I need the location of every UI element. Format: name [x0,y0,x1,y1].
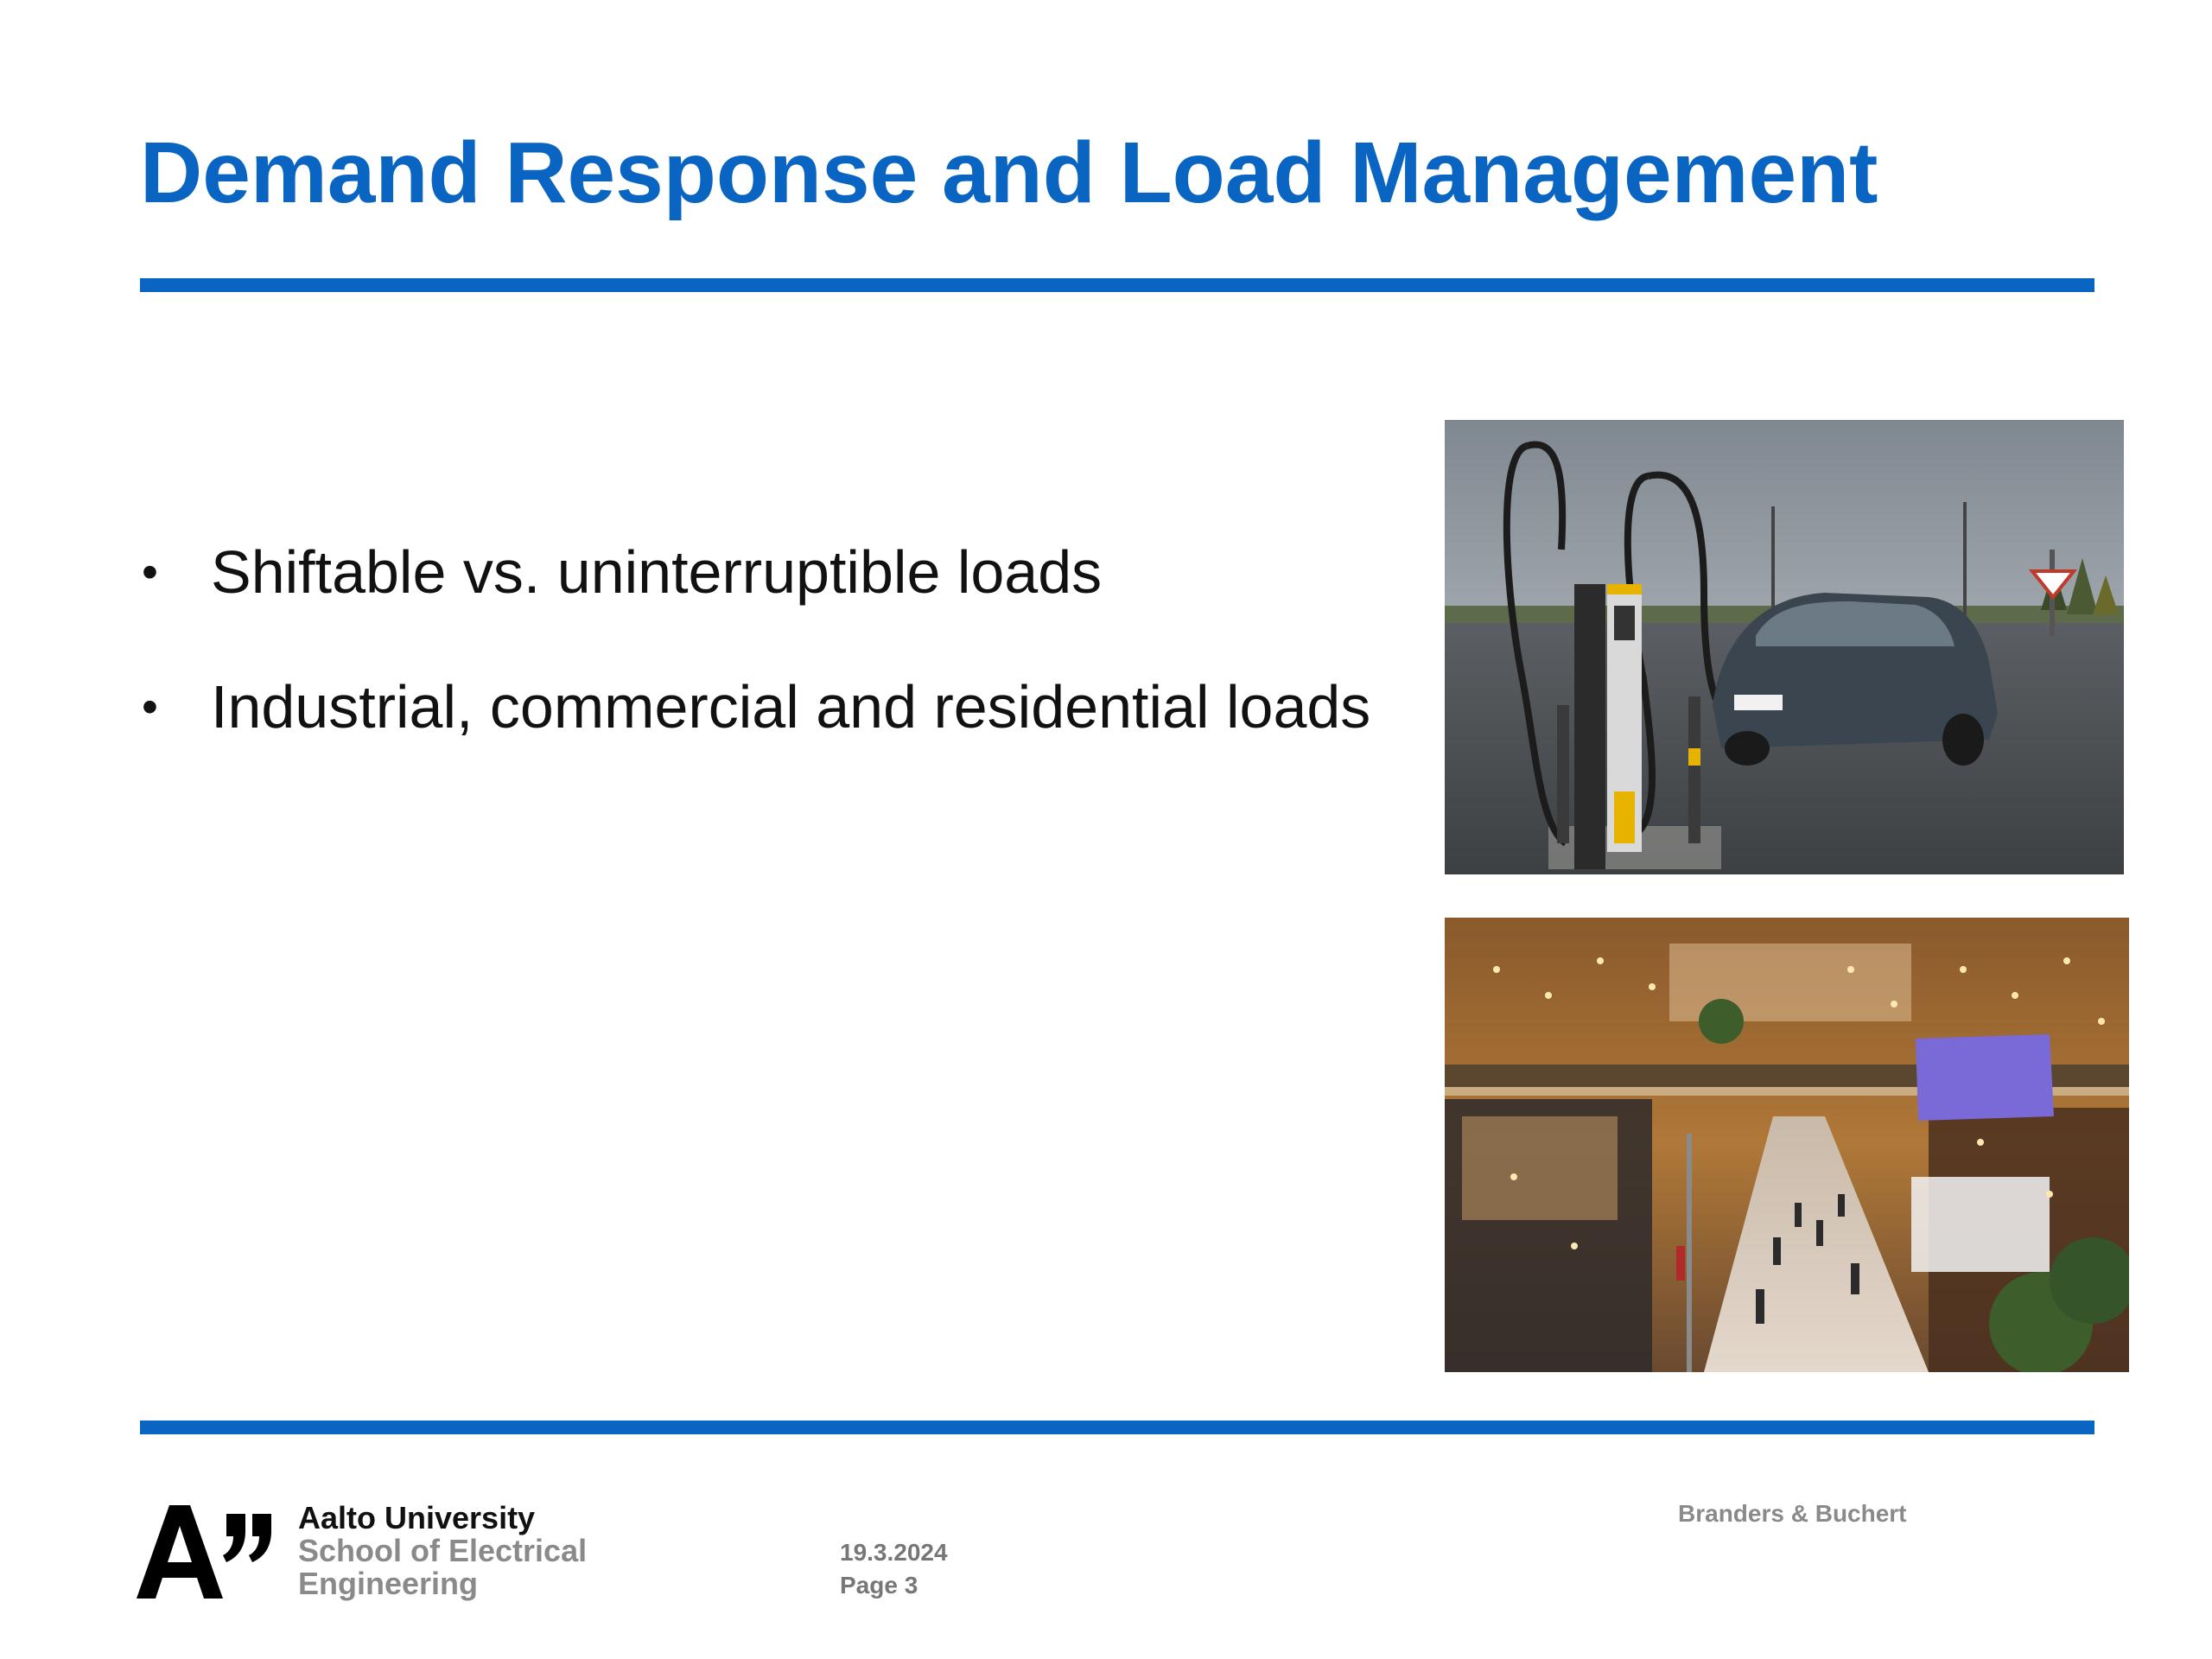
title-divider [140,278,2094,292]
bullet-item [140,671,1370,743]
slide-date: 19.3.2024 [840,1539,948,1566]
university-name: Aalto University [298,1500,536,1535]
school-name-line2: Engineering [298,1566,479,1601]
bullet-list [140,536,1370,805]
slide-title: Demand Response and Load Management [140,124,1878,221]
bullet-dot: • [142,681,158,733]
bullet-text: Industrial, commercial and residential loads [211,673,1371,741]
slide-meta [840,1536,948,1602]
page-number: Page 3 [840,1572,918,1599]
ev-charger-photo [1445,420,2124,874]
bullet-item [140,536,1370,608]
school-name-line1: School of Electrical [298,1533,588,1568]
shopping-mall-image [1445,918,2129,1372]
ev-charger-image [1445,420,2124,874]
aalto-logo-icon [137,1505,275,1599]
bullet-text: Shiftable vs. uninterruptible loads [211,538,1103,606]
bullet-dot: • [142,546,158,598]
footer-divider [140,1421,2094,1434]
shopping-mall-photo [1445,918,2129,1372]
university-block [298,1502,587,1600]
authors: Branders & Buchert [1678,1500,1907,1527]
